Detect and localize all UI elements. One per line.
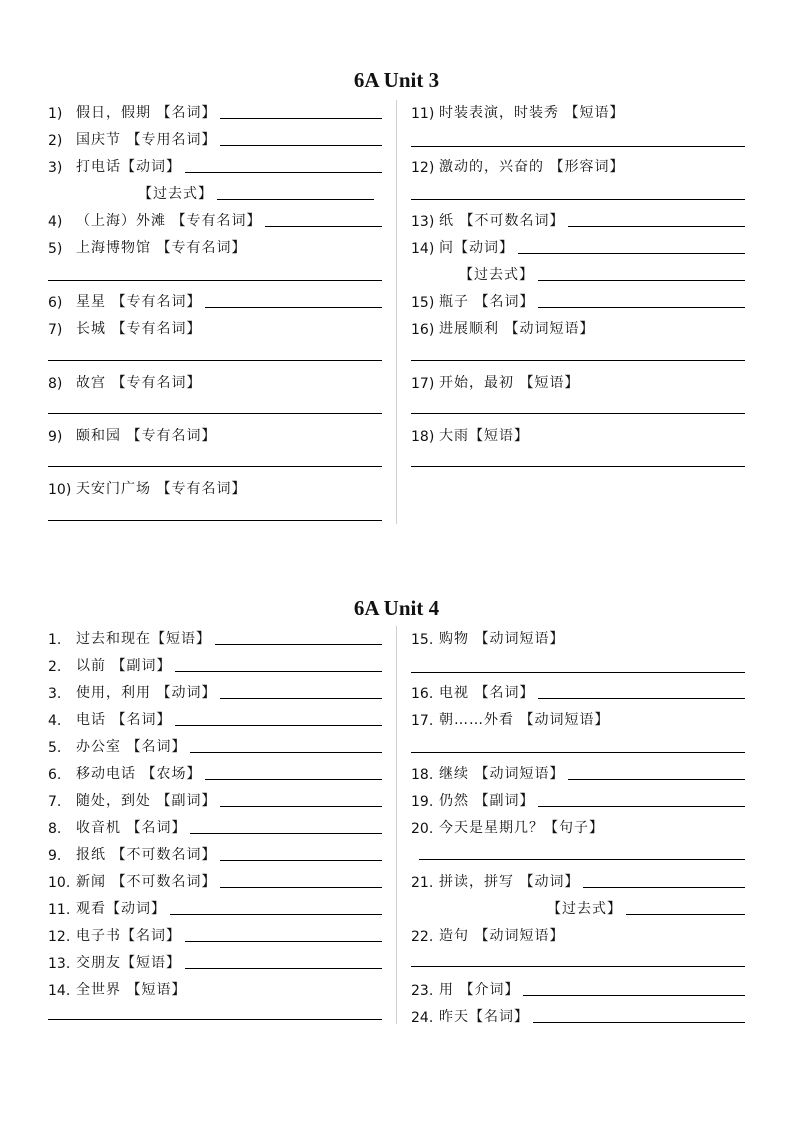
item-label: 打电话【动词】	[76, 159, 181, 175]
vocab-item	[48, 622, 382, 648]
answer-line[interactable]	[220, 697, 382, 699]
item-number: 11.	[48, 902, 71, 918]
vocab-item	[48, 865, 382, 891]
item-label: 【过去式】	[138, 186, 213, 202]
item-label: 昨天【名词】	[439, 1009, 529, 1025]
item-number: 7.	[48, 794, 62, 810]
item-number: 21.	[411, 875, 434, 891]
item-number: 7)	[48, 322, 63, 338]
answer-line[interactable]	[523, 994, 745, 996]
item-label: 大雨【短语】	[439, 428, 529, 444]
unit4-left-column	[48, 622, 382, 1022]
item-number: 5.	[48, 740, 62, 756]
item-number: 16.	[411, 686, 434, 702]
answer-line[interactable]	[190, 751, 382, 753]
answer-line[interactable]	[220, 144, 382, 146]
answer-line[interactable]	[568, 225, 745, 227]
item-number: 12)	[411, 160, 435, 176]
item-label: 观看【动词】	[76, 901, 166, 917]
item-label: 移动电话 【农场】	[76, 766, 202, 782]
item-label: 新闻 【不可数名词】	[76, 874, 217, 890]
answer-line[interactable]	[48, 413, 382, 414]
vocab-item	[411, 312, 745, 338]
vocab-item	[48, 96, 382, 122]
answer-line[interactable]	[538, 306, 745, 308]
answer-line[interactable]	[170, 913, 382, 915]
answer-line[interactable]	[190, 832, 382, 834]
answer-line[interactable]	[205, 778, 382, 780]
vocab-item	[411, 1000, 745, 1026]
item-number: 15)	[411, 295, 435, 311]
item-label: 天安门广场 【专有名词】	[76, 481, 247, 497]
unit3-title: 6A Unit 3	[353, 68, 440, 92]
vocab-item	[48, 973, 382, 999]
item-label: 星星 【专有名词】	[76, 294, 202, 310]
item-label: 造句 【动词短语】	[439, 928, 565, 944]
item-label: 电子书【名词】	[76, 928, 181, 944]
item-number: 8)	[48, 376, 63, 392]
item-number: 3.	[48, 686, 62, 702]
item-label: 颐和园 【专有名词】	[76, 428, 217, 444]
unit4-title: 6A Unit 4	[353, 596, 440, 620]
vocab-item	[48, 946, 382, 972]
vocab-item	[411, 811, 745, 837]
vocab-item	[48, 676, 382, 702]
vocab-item	[48, 366, 382, 392]
item-label: 上海博物馆 【专有名词】	[76, 240, 247, 256]
item-number: 10.	[48, 875, 71, 891]
answer-line[interactable]	[411, 752, 745, 753]
answer-line[interactable]	[48, 360, 382, 361]
item-number: 14.	[48, 983, 71, 999]
item-label: 全世界 【短语】	[76, 982, 187, 998]
vocab-item-past-tense	[138, 177, 374, 203]
answer-line[interactable]	[175, 670, 382, 672]
vocab-item	[411, 231, 745, 257]
item-label: 朝……外看 【动词短语】	[439, 712, 610, 728]
vocab-item-past-tense	[459, 258, 745, 284]
unit3-left-column	[48, 96, 382, 526]
item-number: 18.	[411, 767, 434, 783]
item-number: 23.	[411, 983, 434, 999]
item-number: 5)	[48, 241, 63, 257]
vocab-item-past-tense	[547, 892, 745, 918]
item-number: 12.	[48, 929, 71, 945]
column-divider	[396, 100, 397, 524]
item-label: 继续 【动词短语】	[439, 766, 565, 782]
item-number: 19.	[411, 794, 434, 810]
answer-line[interactable]	[411, 146, 745, 147]
answer-line[interactable]	[48, 280, 382, 281]
answer-line[interactable]	[583, 886, 745, 888]
answer-line[interactable]	[411, 199, 745, 200]
vocab-item	[48, 204, 382, 230]
vocab-item	[411, 419, 745, 445]
vocab-item	[411, 150, 745, 176]
item-label: 国庆节 【专用名词】	[76, 132, 217, 148]
answer-line[interactable]	[185, 171, 382, 173]
item-label: 购物 【动词短语】	[439, 631, 565, 647]
item-number: 24.	[411, 1010, 434, 1026]
vocab-item	[48, 892, 382, 918]
item-number: 3)	[48, 160, 63, 176]
item-label: 时装表演，时装秀 【短语】	[439, 105, 625, 121]
item-label: 假日，假期 【名词】	[76, 105, 217, 121]
answer-line[interactable]	[220, 805, 382, 807]
item-label: 过去和现在【短语】	[76, 631, 211, 647]
item-number: 14)	[411, 241, 435, 257]
vocab-item	[48, 703, 382, 729]
vocab-item	[48, 757, 382, 783]
item-number: 8.	[48, 821, 62, 837]
item-label: 今天是星期几？【句子】	[439, 820, 604, 836]
item-label: 纸 【不可数名词】	[439, 213, 565, 229]
answer-line[interactable]	[175, 724, 382, 726]
answer-line[interactable]	[215, 643, 382, 645]
vocab-item	[48, 472, 382, 498]
item-label: 【过去式】	[547, 901, 622, 917]
item-label: 长城 【专有名词】	[76, 321, 202, 337]
item-number: 6)	[48, 295, 63, 311]
item-label: 仍然 【副词】	[439, 793, 535, 809]
item-label: 使用，利用 【动词】	[76, 685, 217, 701]
answer-line[interactable]	[411, 466, 745, 467]
item-label: 【过去式】	[459, 267, 534, 283]
answer-line[interactable]	[185, 940, 382, 942]
item-number: 17)	[411, 376, 435, 392]
unit4-right-column	[411, 622, 745, 1026]
vocab-item	[48, 150, 382, 176]
item-number: 1.	[48, 632, 62, 648]
item-number: 11)	[411, 106, 435, 122]
vocab-item	[48, 123, 382, 149]
vocab-item	[48, 811, 382, 837]
item-number: 1)	[48, 106, 63, 122]
item-label: 激动的，兴奋的 【形容词】	[439, 159, 625, 175]
vocab-item	[48, 784, 382, 810]
answer-line[interactable]	[48, 466, 382, 467]
vocab-item	[411, 865, 745, 891]
answer-line[interactable]	[419, 859, 745, 860]
vocab-item	[411, 96, 745, 122]
vocab-item	[411, 676, 745, 702]
vocab-item	[411, 919, 745, 945]
answer-line[interactable]	[217, 198, 374, 200]
unit3-right-column	[411, 96, 745, 476]
vocab-item	[48, 730, 382, 756]
vocab-item	[411, 285, 745, 311]
item-number: 20.	[411, 821, 434, 837]
item-label: 办公室 【名词】	[76, 739, 187, 755]
item-label: 进展顺利 【动词短语】	[439, 321, 595, 337]
item-label: 电话 【名词】	[76, 712, 172, 728]
answer-line[interactable]	[626, 913, 745, 915]
vocab-item	[411, 622, 745, 648]
answer-line[interactable]	[538, 279, 745, 281]
answer-line[interactable]	[265, 225, 382, 227]
item-label: 开始，最初 【短语】	[439, 375, 580, 391]
answer-line[interactable]	[518, 252, 745, 254]
item-label: 瓶子 【名词】	[439, 294, 535, 310]
answer-line[interactable]	[411, 413, 745, 414]
vocab-item	[48, 419, 382, 445]
vocab-item	[411, 204, 745, 230]
item-label: 报纸 【不可数名词】	[76, 847, 217, 863]
answer-line[interactable]	[568, 778, 745, 780]
answer-line[interactable]	[411, 966, 745, 967]
answer-line[interactable]	[538, 805, 745, 807]
item-number: 13.	[48, 956, 71, 972]
item-label: 收音机 【名词】	[76, 820, 187, 836]
item-number: 10)	[48, 482, 72, 498]
item-label: 随处，到处 【副词】	[76, 793, 217, 809]
item-number: 16)	[411, 322, 435, 338]
item-number: 4.	[48, 713, 62, 729]
item-label: 拼读，拼写 【动词】	[439, 874, 580, 890]
item-number: 2.	[48, 659, 62, 675]
item-label: 交朋友【短语】	[76, 955, 181, 971]
item-number: 18)	[411, 429, 435, 445]
item-label: 以前 【副词】	[76, 658, 172, 674]
vocab-item	[411, 703, 745, 729]
item-label: 问【动词】	[439, 240, 514, 256]
item-label: 电视 【名词】	[439, 685, 535, 701]
item-number: 9.	[48, 848, 62, 864]
answer-line[interactable]	[411, 360, 745, 361]
vocab-item	[411, 366, 745, 392]
vocab-item	[411, 973, 745, 999]
answer-line[interactable]	[220, 859, 382, 861]
item-number: 9)	[48, 429, 63, 445]
vocab-item	[411, 757, 745, 783]
item-number: 15.	[411, 632, 434, 648]
answer-line[interactable]	[220, 117, 382, 119]
vocab-item	[48, 231, 382, 257]
item-number: 4)	[48, 214, 63, 230]
answer-line[interactable]	[538, 697, 745, 699]
answer-line[interactable]	[205, 306, 382, 308]
item-label: （上海）外滩 【专有名词】	[76, 213, 262, 229]
item-label: 用 【介词】	[439, 982, 520, 998]
answer-line[interactable]	[185, 967, 382, 969]
vocab-item	[48, 312, 382, 338]
answer-line[interactable]	[48, 520, 382, 521]
item-number: 22.	[411, 929, 434, 945]
item-number: 13)	[411, 214, 435, 230]
vocab-item	[48, 838, 382, 864]
item-label: 故宫 【专有名词】	[76, 375, 202, 391]
vocab-item	[48, 919, 382, 945]
answer-line[interactable]	[220, 886, 382, 888]
answer-line[interactable]	[411, 672, 745, 673]
vocab-item	[411, 784, 745, 810]
answer-line[interactable]	[533, 1021, 745, 1023]
vocab-item	[48, 649, 382, 675]
column-divider	[396, 626, 397, 1024]
vocab-item	[48, 285, 382, 311]
item-number: 17.	[411, 713, 434, 729]
item-number: 6.	[48, 767, 62, 783]
answer-line[interactable]	[48, 1019, 382, 1020]
item-number: 2)	[48, 133, 63, 149]
